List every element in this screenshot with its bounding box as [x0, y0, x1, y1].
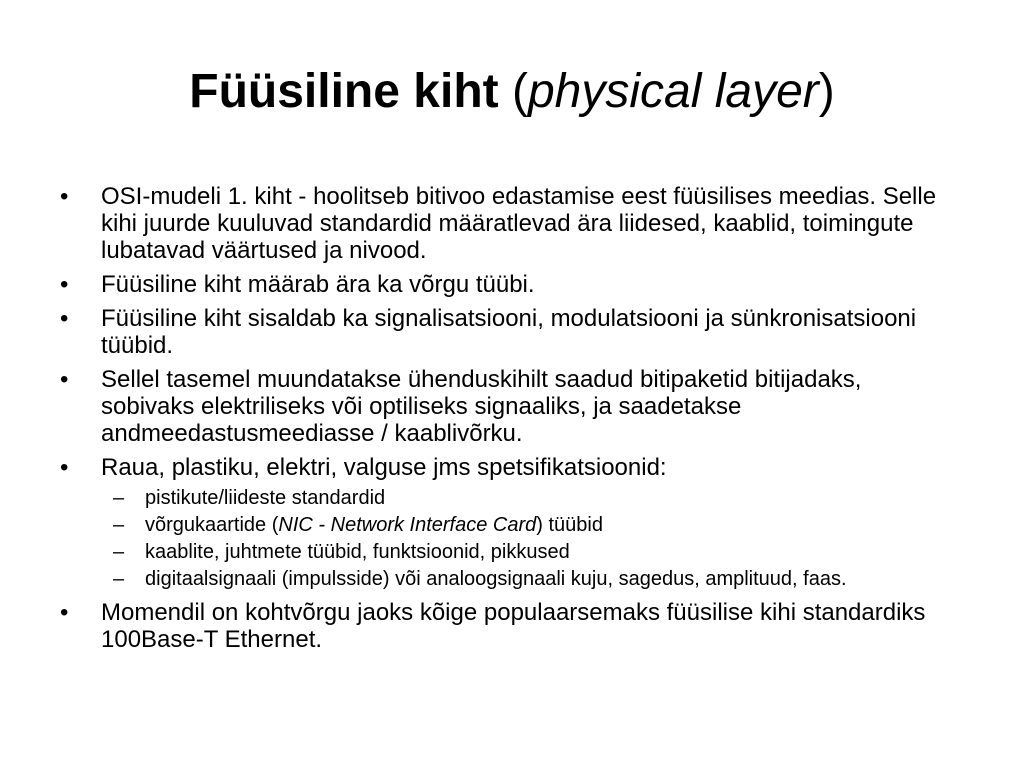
bullet-marker: •: [60, 271, 69, 298]
sub-bullet-marker: –: [113, 541, 125, 563]
bullet-marker: •: [60, 305, 69, 332]
bullet-marker: •: [60, 599, 69, 626]
bullet-item: [60, 305, 960, 359]
slide-title: [0, 62, 1024, 122]
title-open-paren: (: [498, 65, 528, 118]
sub-bullet-text: digitaalsignaali (impulsside) või analoogsignaali kuju, sagedus, amplituud, faas.: [145, 568, 847, 590]
title-italic: physical layer: [527, 65, 819, 118]
bullet-item: [60, 599, 960, 653]
title-close-paren: ): [818, 65, 835, 118]
bullet-text: Füüsiline kiht määrab ära ka võrgu tüübi.: [101, 271, 535, 298]
sub-bullet-item: [113, 514, 960, 537]
bullet-list: [60, 183, 960, 660]
sub-bullet-item: [113, 541, 960, 564]
bullet-item: [60, 454, 960, 481]
title-bold: Füüsiline kiht: [189, 65, 499, 118]
bullet-text: Raua, plastiku, elektri, valguse jms spetsifikatsioonid:: [101, 454, 667, 481]
sub-bullet-marker: –: [113, 487, 125, 509]
bullet-text: Füüsiline kiht sisaldab ka signalisatsiooni, modulatsiooni ja sünkronisatsiooni tüübid.: [101, 305, 917, 359]
bullet-marker: •: [60, 366, 69, 393]
sub-bullet-text: kaablite, juhtmete tüübid, funktsioonid, pikkused: [145, 541, 570, 563]
bullet-text: Momendil on kohtvõrgu jaoks kõige populaarsemaks füüsilise kihi standardiks 100Base-T Ethernet.: [101, 599, 926, 653]
bullet-marker: •: [60, 183, 69, 210]
bullet-item: [60, 183, 960, 264]
sub-bullet-text-pre: võrgukaartide (: [145, 514, 279, 536]
sub-bullet-text-italic: NIC - Network Interface Card: [278, 514, 537, 536]
bullet-item: [60, 271, 960, 298]
bullet-item: [60, 366, 960, 447]
sub-bullet-text: [145, 514, 960, 537]
sub-bullet-item: [113, 487, 960, 510]
bullet-text: OSI-mudeli 1. kiht - hoolitseb bitivoo edastamise eest füüsilises meedias. Selle kihi juurde kuuluvad standardid määratlevad ära liidesed, kaablid, toimingute lubatavad väärtused ja nivood.: [101, 183, 937, 264]
sub-bullet-text-post: ) tüübid: [536, 514, 603, 536]
bullet-marker: •: [60, 454, 69, 481]
bullet-text: Sellel tasemel muundatakse ühenduskihilt saadud bitipaketid bitijadaks, sobivaks elektriliseks või optiliseks signaaliks, ja saadetakse andmeedastusmeediasse / kaablivõrku.: [101, 366, 862, 447]
sub-bullet-marker: –: [113, 568, 125, 590]
sub-bullet-item: [113, 568, 960, 591]
sub-bullet-text: pistikute/liideste standardid: [145, 487, 386, 509]
sub-bullet-marker: –: [113, 514, 125, 536]
